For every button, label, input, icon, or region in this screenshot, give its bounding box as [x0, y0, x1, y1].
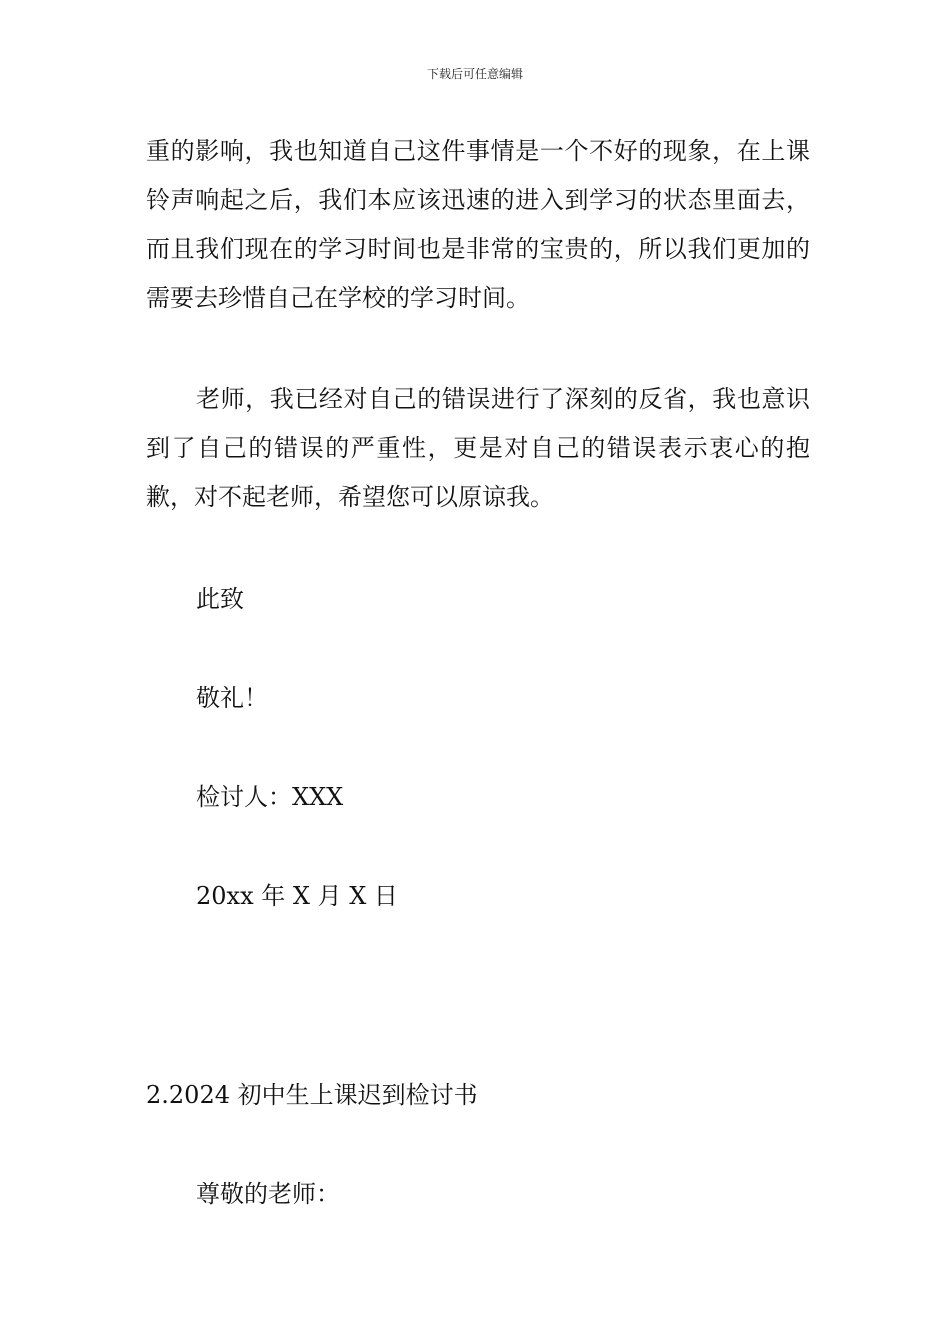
closing-line-1: 此致	[196, 585, 244, 613]
body-paragraph-1: 重的影响，我也知道自己这件事情是一个不好的现象，在上课铃声响起之后，我们本应该迅速的进入到学习的状态里面去，而且我们现在的学习时间也是非常的宝贵的，所以我们更加的需要去珍惜自己在学校的学习时间。	[146, 137, 810, 312]
signature-line: 检讨人：XXX	[196, 783, 344, 811]
date-line: 20xx 年 X 月 X 日	[196, 882, 398, 910]
salutation-line: 尊敬的老师：	[196, 1180, 340, 1208]
page-header: 下载后可任意编辑	[426, 67, 523, 81]
closing-line-2: 敬礼！	[196, 684, 268, 712]
body-paragraph-2: 老师，我已经对自己的错误进行了深刻的反省，我也意识到了自己的错误的严重性，更是对自己的错误表示衷心的抱歉，对不起老师，希望您可以原谅我。	[146, 385, 810, 511]
section-title: 2.2024 初中生上课迟到检讨书	[146, 1081, 478, 1109]
